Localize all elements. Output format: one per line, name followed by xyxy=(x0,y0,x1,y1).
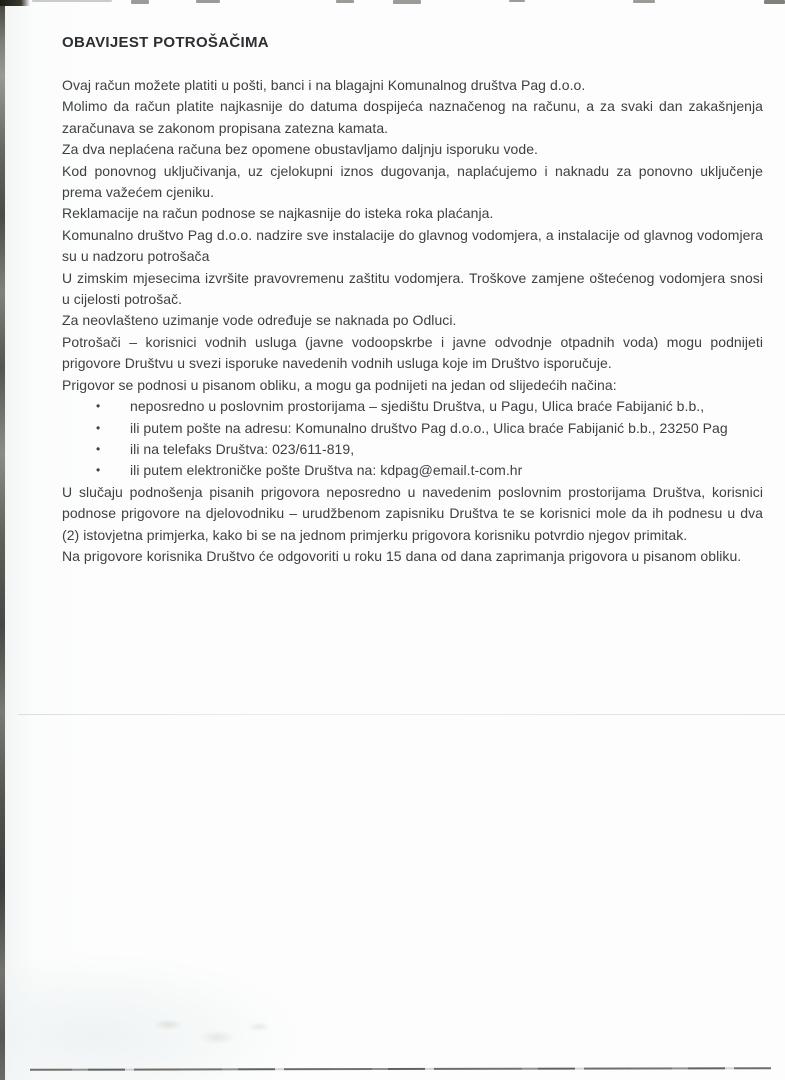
scan-top-speck xyxy=(32,0,112,2)
paragraph: Za dva neplaćena računa bez opomene obustavljamo daljnju isporuku vode. xyxy=(62,141,538,158)
notice-text-block xyxy=(62,32,763,567)
document-body xyxy=(62,75,763,567)
document-heading: OBAVIJEST POTROŠAČIMA xyxy=(62,34,269,51)
bullet-item: • ili putem pošte na adresu: Komunalno društvo Pag d.o.o., Ulica braće Fabijanić b.b., 23250 Pag xyxy=(62,418,763,439)
scan-left-edge-artifact xyxy=(0,0,5,1080)
paragraph: Potrošači – korisnici vodnih usluga (javne vodoopskrbe i javne odvodnje otpadnih voda) mogu podnijeti prigovore Društvu u svezi isporuke navedenih vodnih usluga koje im Društvo isporučuje. xyxy=(62,333,763,372)
scan-top-speck xyxy=(131,0,149,4)
paragraph: Molimo da račun platite najkasnije do datuma dospijeća naznačenog na računu, a za svaki dan zakašnjenja zaračunava se zakonom propisana zatezna kamata. xyxy=(62,98,763,136)
scan-bottom-edge-line xyxy=(30,1067,771,1071)
bullet-item: • neposredno u poslovnim prostorijama – sjedištu Društva, u Pagu, Ulica braće Fabijanić b.b., xyxy=(62,396,763,417)
scan-bleedthrough-smudge xyxy=(140,1012,280,1054)
paragraph: U slučaju podnošenja pisanih prigovora neposredno u navedenim poslovnim prostorijama Društva, korisnici podnose prigovore na djelovodniku – urudžbenom zapisniku Društva te se korisnici mole da ih podnesu u dva (2) istovjetna primjerka, kako bi se na jednom primjerku prigovora korisniku potvrdio njegov primitak. xyxy=(62,483,763,543)
bullet-icon: • xyxy=(96,420,101,435)
paragraph: Prigovor se podnosi u pisanom obliku, a mogu ga podnijeti na jedan od slijedećih načina: xyxy=(62,376,617,393)
paragraph: Ovaj račun možete platiti u pošti, banci i na blagajni Komunalnog društva Pag d.o.o. xyxy=(62,77,586,93)
paragraph: Komunalno društvo Pag d.o.o. nadzire sve instalacije do glavnog vodomjera, a instalacije od glavnog vodomjera su u nadzoru potrošača xyxy=(62,226,763,265)
scan-top-speck xyxy=(393,0,421,4)
scan-top-left-corner-mark xyxy=(0,0,30,6)
bullet-icon: • xyxy=(96,463,101,478)
bullet-icon: • xyxy=(96,441,101,456)
scan-top-speck xyxy=(509,0,525,2)
paragraph: U zimskim mjesecima izvršite pravovremenu zaštitu vodomjera. Troškove zamjene oštećenog vodomjera snosi u cijelosti potrošač. xyxy=(62,269,763,308)
paragraph: Za neovlašteno uzimanje vode određuje se naknada po Odluci. xyxy=(62,312,457,329)
scan-fold-line xyxy=(18,714,785,715)
bullet-item: • ili putem elektroničke pošte Društva na: kdpag@email.t-com.hr xyxy=(62,460,763,481)
scan-top-speck xyxy=(336,0,354,3)
paragraph: Kod ponovnog uključivanja, uz cjelokupni iznos dugovanja, naplaćujemo i naknadu za ponovno uključenje prema važećem cjeniku. xyxy=(62,162,763,201)
paragraph: Na prigovore korisnika Društvo će odgovoriti u roku 15 dana od dana zaprimanja prigovora u pisanom obliku. xyxy=(62,547,742,564)
bullet-icon: • xyxy=(96,399,101,414)
paragraph: Reklamacije na račun podnose se najkasnije do isteka roka plaćanja. xyxy=(62,205,494,222)
scan-top-speck xyxy=(196,0,220,3)
bullet-item: • ili na telefaks Društva: 023/611-819, xyxy=(62,439,763,460)
scan-top-speck xyxy=(633,0,655,3)
scan-top-speck xyxy=(764,0,785,4)
